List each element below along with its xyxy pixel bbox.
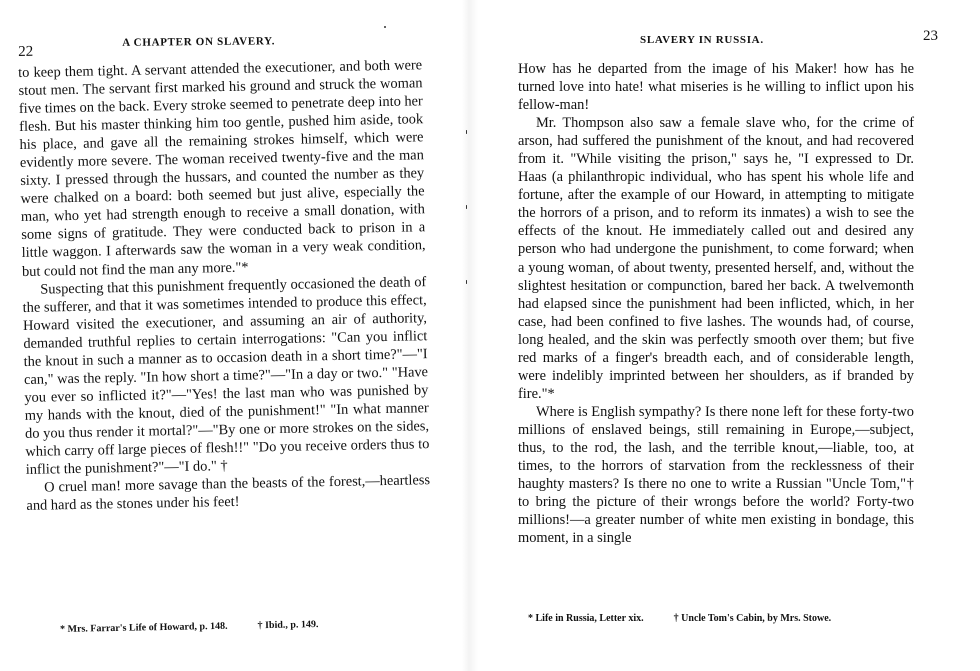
right-footnote-1: * Life in Russia, Letter xix. — [528, 613, 644, 624]
left-page — [0, 0, 470, 671]
left-page-number: 22 — [18, 43, 34, 60]
left-page-header — [18, 24, 438, 60]
print-speck — [466, 280, 467, 284]
right-page-body — [518, 60, 914, 547]
print-speck — [466, 130, 467, 134]
right-running-head: SLAVERY IN RUSSIA. — [640, 34, 764, 46]
print-speck — [384, 26, 386, 28]
right-footnotes — [528, 612, 831, 625]
right-page-number: 23 — [923, 28, 938, 44]
right-paragraph-2: Mr. Thompson also saw a female slave who, for the crime of arson, had suffered the punishment of the knout, and had recovered from it. "While visiting the prison," says he, "I expressed to Dr. Haas (a philanthropic individual, who has spent his whole life and fortune, after the example of our Howard, in attempting to mitigate the horrors of a prison, and to reform its inmates) a wish to see the effects of the knout. He immediately called out and desired any person who had undergone the punishment, to come forward; when a young woman, of about twenty, presented herself, and, without the slightest hesitation or compunction, bared her back. A twelvemonth had elapsed since the punishment had been inflicted, which, in her case, had been confined to five lashes. The wounds had, of course, long healed, and the skin was perfectly smooth over them; but five red marks of a finger's breadth each, and of considerable length, were indelibly imprinted between her shoulders, as if branded by fire."* — [518, 115, 914, 402]
right-page-header — [518, 28, 938, 52]
left-paragraph-3: O cruel man! more savage than the beasts of the forest,—heartless and hard as the stones under his feet! — [26, 472, 431, 515]
left-paragraph-1: to keep them tight. A servant attended the executioner, and both were stout men. The servant first marked his ground and struck the woman five times on the back. Every stroke seemed to penetrate deep into her flesh. But his master thinking him too gentle, pushed him aside, took his place, and gave all the remaining strokes himself, which were evidently more severe. The woman received twenty-five and the man sixty. I pressed through the hussars, and counted the number as they were chalked on a board: both seemed but just alive, especially the man, who yet had strength enough to receive a small donation, with some signs of gratitude. They were conducted back to prison in a little waggon. I afterwards saw the woman in a very weak condition, but could not find the man any more."* — [18, 57, 426, 280]
left-footnotes — [60, 618, 319, 636]
left-page-body — [18, 56, 431, 515]
left-running-head: A CHAPTER ON SLAVERY. — [122, 35, 276, 49]
right-page — [470, 0, 980, 671]
right-paragraph-3: Where is English sympathy? Is there none left for these forty-two millions of enslaved beings, still remaining in Europe,—subject, thus, to the rod, the lash, and the terrible knout,—liable, too, at times, to the horrors of starvation from the recklessness of their haughty masters? Is there no one to write a Russian "Uncle Tom,"† to bring the picture of their wrongs before the world? Forty-two millions!—a greater number of white men existing in bondage, this moment, in a single — [518, 403, 914, 547]
left-footnote-2: † Ibid., p. 149. — [257, 619, 319, 632]
left-footnote-1: * Mrs. Farrar's Life of Howard, p. 148. — [60, 620, 228, 635]
left-paragraph-2: Suspecting that this punishment frequently occasioned the death of the sufferer, and that it was sometimes intended to produce this effect, Howard visited the executioner, and assuming an air of authority, demanded truthful replies to certain interrogations: "Can you inflict the knout in such a manner as to occasion death in a short time?"—"I can," was the reply. "In how short a time?"—"In a day or two." "Have you ever so inflicted it?"—"Yes! the last man who was punished by my hands with the knout, died of the punishment!" "In what manner do you thus render it mortal?"—"By one or more strokes on the sides, which carry off large pieces of flesh!!" "Do you receive orders thus to inflict the punishment?"—"I do." † — [22, 273, 430, 478]
right-footnote-2: † Uncle Tom's Cabin, by Mrs. Stowe. — [673, 613, 832, 624]
right-paragraph-1: How has he departed from the image of his Maker! how has he turned love into hate! what miseries is he willing to inflict upon his fellow-man! — [518, 61, 914, 114]
print-speck — [466, 205, 467, 209]
